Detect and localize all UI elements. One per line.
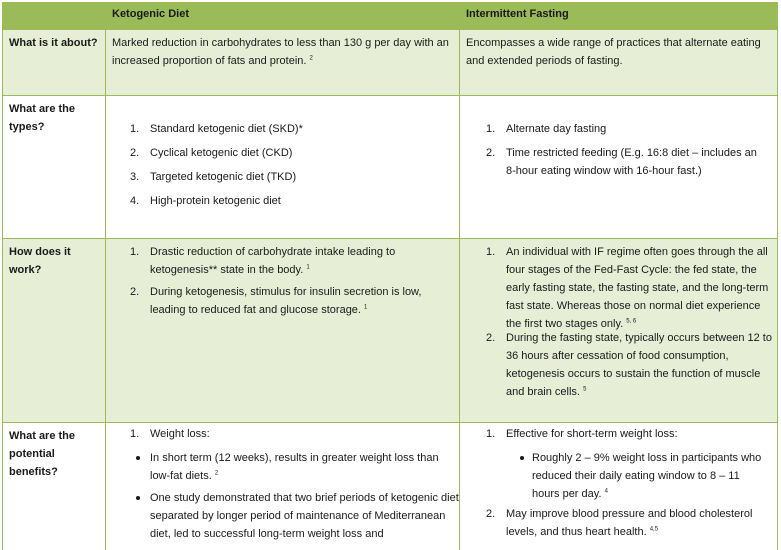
bullet-icon xyxy=(136,496,140,500)
table-row xyxy=(2,29,778,95)
reference-superscript: 5 xyxy=(583,386,587,393)
comparison-table xyxy=(2,2,778,548)
if-cell: 1. Effective for short-term weight loss: Roughly 2 – 9% weight loss in participants who reduced their daily eating window to 8 – 11 hours per day. $^4$ 2. May improve blood pressure and blood cholesterol levels, and thus heart health. $^{4,5}$ xyxy=(459,422,778,550)
header-ketogenic-diet: Ketogenic Diet xyxy=(105,2,459,29)
row-label: What are the potential benefits? xyxy=(2,422,105,550)
header-intermittent-fasting: Intermittent Fasting xyxy=(459,2,778,29)
row-label: What is it about? xyxy=(2,29,105,95)
bullet-icon xyxy=(520,456,524,460)
if-cell: 1. An individual with IF regime often goes through the all four stages of the Fed-Fast Cycle: the fed state, the early fasting state, the fasting state, and the long-term fast state. Whereas those on normal diet experience the first two stages only. $^{5, 6}$ 2. During the fasting state, typically occurs between 12 to 36 hours after cessation of food consumption, ketogenesis occurs to sustain the function of muscle and brain cells. $^5$ xyxy=(459,238,778,422)
reference-superscript: 5, 6 xyxy=(626,318,637,325)
row-label: How does it work? xyxy=(2,238,105,422)
reference-superscript: 4,5 xyxy=(649,526,659,533)
header-cell-empty xyxy=(2,2,105,29)
reference-superscript: 1 xyxy=(364,304,368,311)
table-row xyxy=(2,422,778,550)
table-row xyxy=(2,95,778,238)
if-description: Encompasses a wide range of practices that alternate eating and extended periods of fasting. xyxy=(466,37,761,67)
reference-superscript: 2 xyxy=(309,55,313,62)
bullet-icon xyxy=(136,456,140,460)
reference-superscript: 1 xyxy=(306,264,310,271)
keto-description: Marked reduction in carbohydrates to less than 130 g per day with an increased proportion of fats and protein. $^2$ xyxy=(112,37,449,67)
keto-cell: 1. Drastic reduction of carbohydrate intake leading to ketogenesis** state in the body. $^1$ 2. During ketogenesis, stimulus for insulin secretion is low, leading to reduced fat and glucose storage. $^1$ xyxy=(105,238,459,422)
row-label: What are the types? xyxy=(2,95,105,238)
table-header-row xyxy=(2,2,778,29)
table-row xyxy=(2,238,778,422)
keto-cell: 1. Standard ketogenic diet (SKD)* 2. Cyclical ketogenic diet (CKD) 3. Targeted ketogenic diet (TKD) 4. High-protein ketogenic diet xyxy=(105,95,459,238)
keto-cell xyxy=(105,29,459,95)
if-cell: 1. Alternate day fasting 2. Time restricted feeding (E.g. 16:8 diet – includes an 8-hour eating window with 16-hour fast.) xyxy=(459,95,778,238)
if-cell xyxy=(459,29,778,95)
keto-cell: 1. Weight loss: In short term (12 weeks), results in greater weight loss than low-fat diets. $^2$ One study demonstrated that two brief periods of ketogenic diet separated by longer period of maintenance of Mediterranean diet, led to successful long-term weight loss and xyxy=(105,422,459,550)
reference-superscript: 4 xyxy=(604,488,608,495)
reference-superscript: 2 xyxy=(214,470,219,477)
